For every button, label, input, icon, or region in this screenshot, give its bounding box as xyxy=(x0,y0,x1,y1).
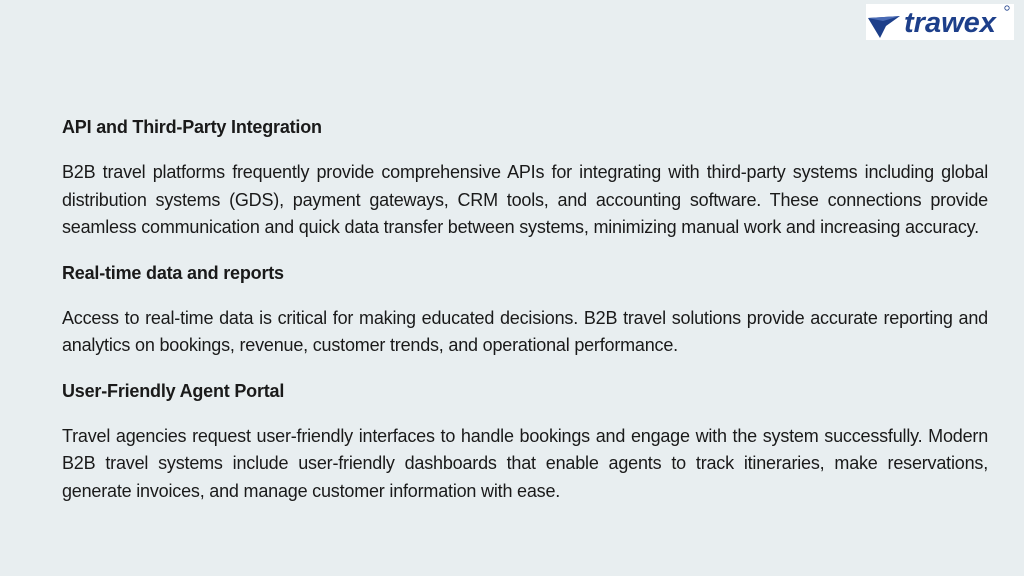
section-heading-real-time-data: Real-time data and reports xyxy=(62,262,284,283)
trawex-logo xyxy=(866,4,1014,40)
section-body-agent-portal: Travel agencies request user-friendly interfaces to handle bookings and engage with the system successfully. Modern B2B travel systems include user-friendly dashboards that enable agents to track itineraries, make reservations, generate invoices, and manage customer information with ease. xyxy=(62,425,988,501)
section-body-api-integration: B2B travel platforms frequently provide comprehensive APIs for integrating with third-party systems including global distribution systems (GDS), payment gateways, CRM tools, and accounting software. These connections provide seamless communication and quick data transfer between systems, minimizing manual work and increasing accuracy. xyxy=(62,162,988,237)
section-body-real-time-data: Access to real-time data is critical for making educated decisions. B2B travel solutions provide accurate reporting and analytics on bookings, revenue, customer trends, and operational performance. xyxy=(62,307,988,355)
document-body xyxy=(62,114,988,523)
logo-wordmark: trawex xyxy=(904,7,996,39)
section-heading-api-integration: API and Third-Party Integration xyxy=(62,117,322,137)
trawex-logo-mark xyxy=(866,4,1014,40)
section-heading-agent-portal: User-Friendly Agent Portal xyxy=(62,380,285,401)
